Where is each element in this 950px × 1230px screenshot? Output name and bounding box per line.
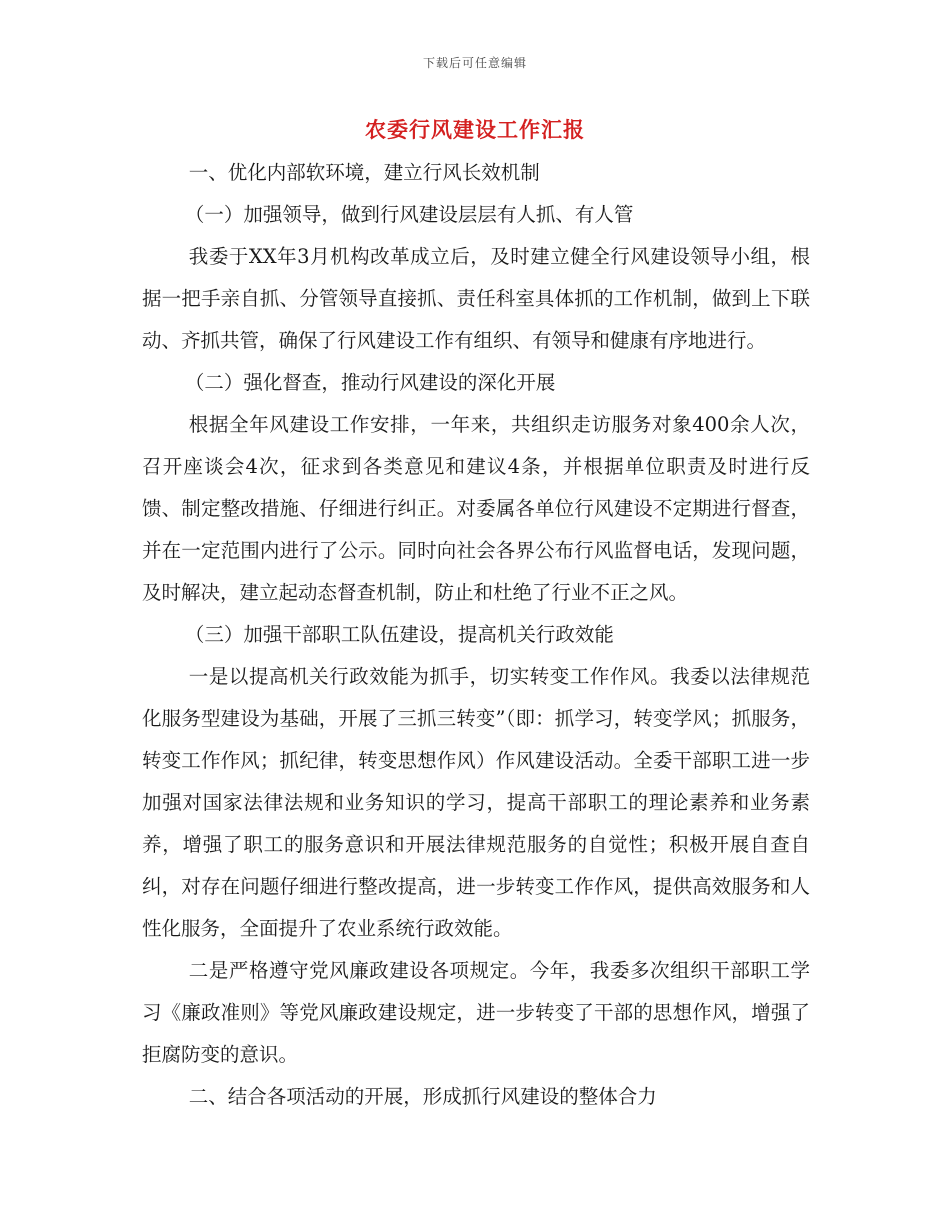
section-heading-1: 一、优化内部软环境，建立行风长效机制 bbox=[188, 161, 540, 184]
header-note: 下载后可任意编辑 bbox=[422, 56, 527, 70]
subsection-heading-3: （三）加强干部职工队伍建设，提高机关行政效能 bbox=[184, 623, 614, 646]
section-heading-2: 二、结合各项活动的开展，形成抓行风建设的整体合力 bbox=[188, 1085, 657, 1108]
paragraph-3: 一是以提高机关行政效能为抓手，切实转变工作作风。我委以法律规范化服务型建设为基础，开展了三抓三转变”（即：抓学习，转变学风；抓服务，转变工作作风；抓纪律，转变思想作风）作风建设活动。全委干部职工进一步加强对国家法律法规和业务知识的学习，提高干部职工的理论素养和业务素养，增强了职工的服务意识和开展法律规范服务的自觉性；积极开展自查自纠，对存在问题仔细进行整改提高，进一步转变工作作风，提供高效服务和人性化服务，全面提升了农业系统行政效能。 bbox=[142, 665, 810, 940]
subsection-heading-1: （一）加强领导，做到行风建设层层有人抓、有人管 bbox=[184, 203, 634, 226]
subsection-heading-2: （二）强化督查，推动行风建设的深化开展 bbox=[184, 371, 556, 394]
document-title: 农委行风建设工作汇报 bbox=[365, 117, 585, 142]
document-body bbox=[142, 152, 810, 1118]
paragraph-2: 根据全年风建设工作安排，一年来，共组织走访服务对象400余人次，召开座谈会4次，征求到各类意见和建议4条，并根据单位职责及时进行反馈、制定整改措施、仔细进行纠正。对委属各单位行风建设不定期进行督查，并在一定范围内进行了公示。同时向社会各界公布行风监督电话，发现问题，及时解决，建立起动态督查机制，防止和杜绝了行业不正之风。 bbox=[142, 413, 810, 604]
paragraph-4: 二是严格遵守党风廉政建设各项规定。今年，我委多次组织干部职工学习《廉政准则》等党风廉政建设规定，进一步转变了干部的思想作风，增强了拒腐防变的意识。 bbox=[142, 959, 810, 1066]
paragraph-1: 我委于XX年3月机构改革成立后，及时建立健全行风建设领导小组，根据一把手亲自抓、分管领导直接抓、责任科室具体抓的工作机制，做到上下联动、齐抓共管，确保了行风建设工作有组织、有领导和健康有序地进行。 bbox=[142, 245, 810, 352]
